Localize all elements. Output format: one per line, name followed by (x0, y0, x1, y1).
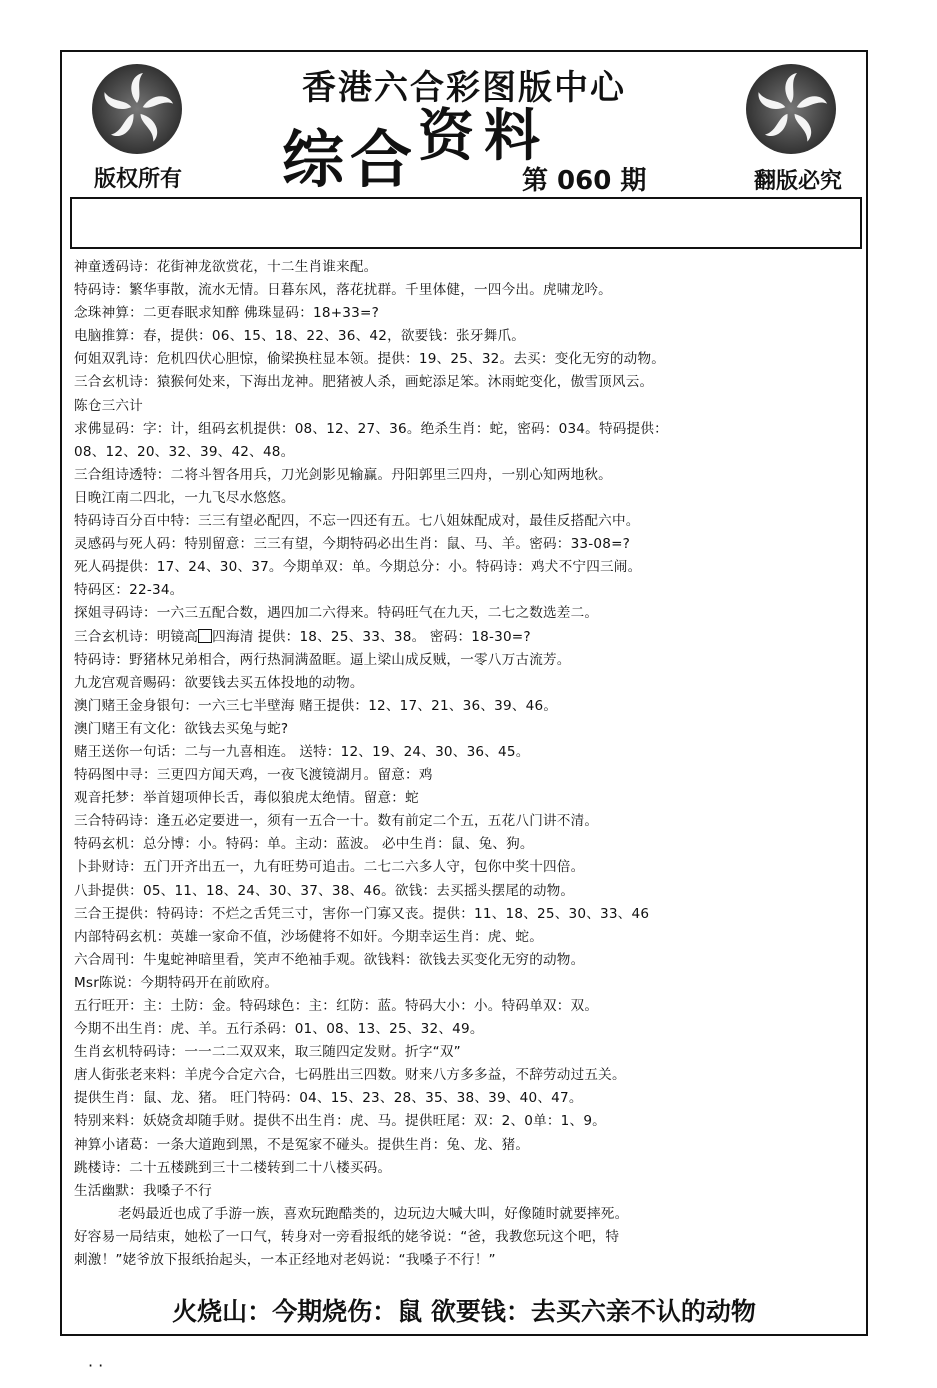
text-line: 内部特码玄机：英雄一家命不值，沙场健将不如奸。今期幸运生肖：虎、蛇。 (74, 928, 543, 945)
text-line: 特码图中寻：三更四方闻天鸡，一夜飞渡镜湖月。留意：鸡 (74, 767, 433, 784)
copyright-left: 版权所有 (94, 167, 183, 192)
text-line: 神算小诸葛：一条大道跑到黑，不是冤家不碰头。提供生肖：兔、龙、猪。 (74, 1136, 530, 1153)
text-line: 六合周刊：牛鬼蛇神暗里看，笑声不绝袖手观。欲钱料：欲钱去买变化无穷的动物。 (74, 951, 585, 968)
blank-banner-box (70, 197, 862, 249)
text-line: 特码诗：繁华事散，流水无情。日暮东风，落花扰群。千里体健，一四今出。虎啸龙吟。 (74, 282, 612, 299)
text-line: 08、12、20、32、39、42、48。 (74, 443, 295, 460)
story-line: 老妈最近也成了手游一族，喜欢玩跑酷类的，边玩边大喊大叫，好像随时就要摔死。 (118, 1205, 629, 1222)
text-line: 探姐寻码诗：一六三五配合数，遇四加二六得来。特码旺气在九天，二七之数选差二。 (74, 605, 599, 622)
text-line: 特码区：22-34。 (74, 582, 184, 599)
text-line: Msr陈说：今期特码开在前欧府。 (74, 974, 279, 991)
text-line: 观音托梦：举首翅项伸长舌，毒似狼虎太绝情。留意：蛇 (74, 790, 419, 807)
text-line: 五行旺开：主：土防：金。特码球色：主：红防：蓝。特码大小：小。特码单双：双。 (74, 998, 599, 1014)
text-line (74, 626, 864, 649)
story-line: 好容易一局结束，她松了一口气，转身对一旁看报纸的姥爷说：“爸，我教您玩这个吧，特 (74, 1228, 620, 1245)
text-line: 澳门赌王有文化：欲钱去买兔与蛇? (74, 720, 289, 737)
text-line: 日晚江南二四北，一九飞尽水悠悠。 (74, 489, 295, 506)
text-line: 电脑推算：春，提供：06、15、18、22、36、42，欲要钱：张牙舞爪。 (74, 328, 526, 345)
text-line: 特别来料：妖娆贪却随手财。提供不出生肖：虎、马。提供旺尾：双：2、0单：1、9。 (74, 1113, 606, 1130)
text-line: 神童透码诗：花街神龙欲赏花，十二生肖谁来配。 (74, 259, 378, 275)
text-line: 卜卦财诗：五门开齐出五一，九有旺势可追击。二七二六多人守，包你中奖十四倍。 (74, 859, 585, 876)
text-line: 八卦提供：05、11、18、24、30、37、38、46。欲钱：去买摇头摆尾的动物。 (74, 882, 575, 899)
text-line: 提供生肖：鼠、龙、猪。 旺门特码：04、15、23、28、35、38、39、40、47。 (74, 1090, 583, 1107)
text-line: 灵感码与死人码：特别留意：三三有望，今期特码必出生肖：鼠、马、羊。密码：33-08=? (74, 536, 631, 553)
text-line: 生活幽默：我嗓子不行 (74, 1182, 212, 1199)
text-line: 何姐双乳诗：危机四伏心胆惊，偷梁换柱显本领。提供：19、25、32。去买：变化无穷的动物。 (74, 351, 666, 368)
text-line: 唐人街张老来料：羊虎今合定六合，七码胜出三四数。财来八方多多益，不辞劳动过五关。 (74, 1067, 626, 1084)
text-line: 生肖玄机特码诗：一一二二双双来，取三随四定发财。折字“双” (74, 1044, 461, 1061)
missing-char-box (198, 629, 212, 643)
text-line: 特码玄机：总分博：小。特码：单。主动：蓝波。 必中生肖：鼠、兔、狗。 (74, 836, 534, 853)
copyright-right: 翻版必究 (753, 169, 842, 194)
text-line: 三合玄机诗：猿猴何处来，下海出龙神。肥猪被人杀，画蛇添足笨。沐雨蛇变化，傲雪顶风云。 (74, 374, 654, 391)
story-line: 刺激！”姥爷放下报纸抬起头，一本正经地对老妈说：“我嗓子不行！” (74, 1252, 496, 1269)
page-frame (60, 50, 868, 1336)
text-line: 跳楼诗：二十五楼跳到三十二楼转到二十八楼买码。 (74, 1159, 392, 1176)
text-line: 九龙宫观音赐码：欲要钱去买五体投地的动物。 (74, 674, 364, 691)
text-line: 三合王提供：特码诗：不烂之舌凭三寸，害你一门寡又丧。提供：11、18、25、30、33、46 (74, 905, 650, 922)
bauhinia-emblem-left-icon (92, 64, 182, 154)
text-line: 特码诗：野猪林兄弟相合，两行热洞满盈眶。逼上梁山成反贼，一零八万古流芳。 (74, 651, 571, 668)
main-title (282, 103, 551, 199)
footer-banner: 火烧山：今期烧伤：鼠 欲要钱：去买六亲不认的动物 (172, 1297, 756, 1326)
bauhinia-emblem-right-icon (746, 64, 836, 154)
poem-part2: 四海清 提供：18、25、33、38。 密码：18-30=? (212, 628, 531, 645)
text-line: 死人码提供：17、24、30、37。今期单双：单。今期总分：小。特码诗：鸡犬不宁四三闹。 (74, 559, 642, 576)
text-line: 求佛显码：字：计，组码玄机提供：08、12、27、36。绝杀生肖：蛇，密码：034。特码提供： (74, 420, 668, 437)
poem-part1: 三合玄机诗：明镜高 (74, 628, 199, 645)
content-lines (74, 256, 864, 1272)
issue-number: 第 060 期 (522, 166, 647, 196)
text-line: 陈仓三六计 (74, 397, 143, 414)
text-line: 赌王送你一句话：二与一九喜相连。 送特：12、19、24、30、36、45。 (74, 743, 530, 760)
text-line: 澳门赌王金身银句：一六三七半壁海 赌王提供：12、17、21、36、39、46。 (74, 697, 558, 714)
text-line: 三合特码诗：逢五必定要进一，须有一五合一十。数有前定二个五，五花八门讲不清。 (74, 813, 599, 830)
text-line: 特码诗百分百中特：三三有望必配四，不忘一四还有五。七八姐妹配成对，最佳反搭配六中。 (74, 513, 640, 530)
text-line: 三合组诗透特：二将斗智各用兵，刀光剑影见输赢。丹阳郭里三四舟，一别心知两地秋。 (74, 466, 612, 483)
corner-dots: · · (88, 1356, 104, 1375)
header-title: 香港六合彩图版中心 (302, 68, 626, 108)
text-line: 念珠神算：二更春眠求知醉 佛珠显码：18+33=? (74, 305, 380, 322)
main-title-part1: 综合 (282, 123, 419, 196)
text-line: 今期不出生肖：虎、羊。五行杀码：01、08、13、25、32、49。 (74, 1021, 484, 1038)
main-title-part2: 资料 (418, 103, 551, 169)
